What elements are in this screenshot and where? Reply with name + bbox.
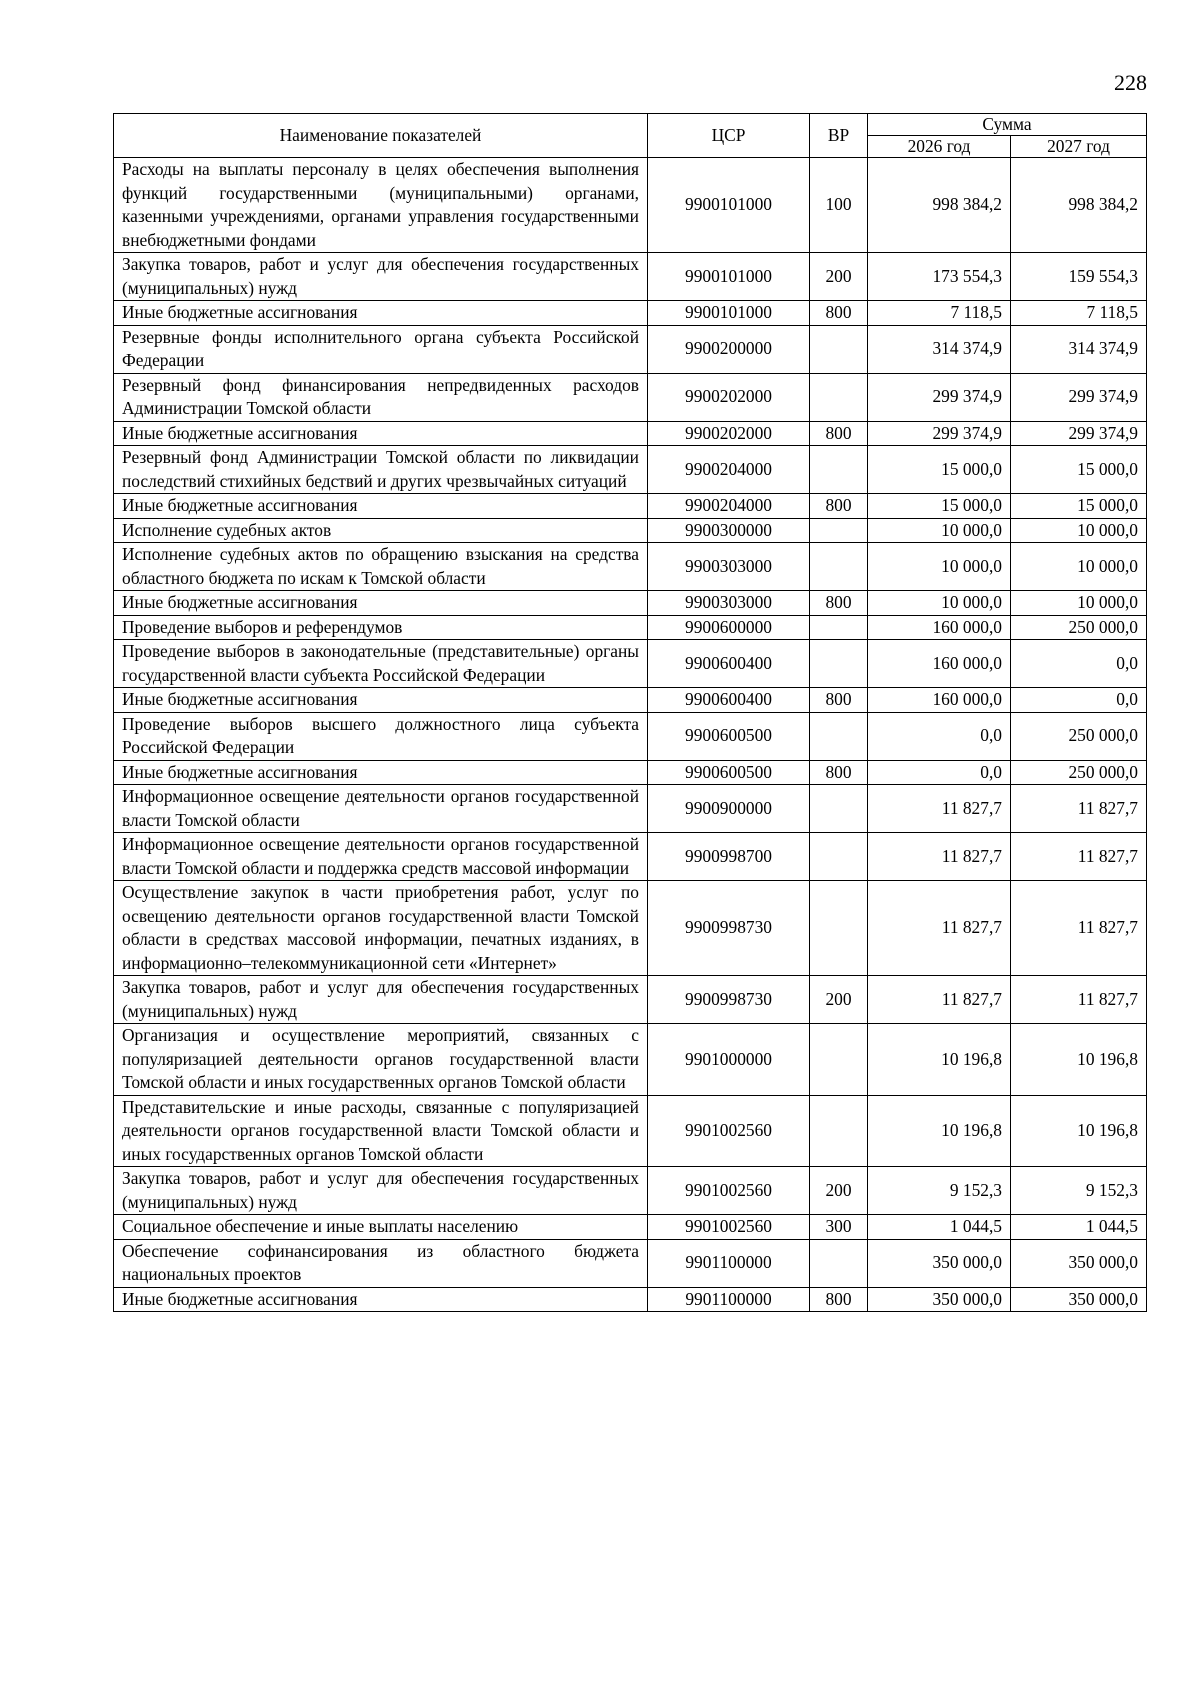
row-csr-cell: 9900998730	[648, 881, 810, 976]
row-amount-2026-cell: 9 152,3	[868, 1167, 1011, 1215]
row-name-cell: Представительские и иные расходы, связанные с популяризацией деятельности органов государственной власти Томской области и иных государственных органов Томской области	[114, 1095, 648, 1167]
table-row	[114, 494, 1147, 519]
table-row	[114, 591, 1147, 616]
row-amount-2026-cell: 299 374,9	[868, 373, 1011, 421]
row-vr-cell	[810, 881, 868, 976]
budget-table	[113, 113, 1147, 1312]
row-amount-2027-cell: 10 000,0	[1011, 543, 1147, 591]
table-body	[114, 158, 1147, 1312]
row-name-cell: Иные бюджетные ассигнования	[114, 494, 648, 519]
row-vr-cell	[810, 640, 868, 688]
row-csr-cell: 9900998700	[648, 833, 810, 881]
row-csr-cell: 9900900000	[648, 785, 810, 833]
table-row	[114, 325, 1147, 373]
table-row	[114, 301, 1147, 326]
row-csr-cell: 9900600500	[648, 760, 810, 785]
row-amount-2027-cell: 159 554,3	[1011, 253, 1147, 301]
row-amount-2027-cell: 350 000,0	[1011, 1287, 1147, 1312]
row-name-cell: Осуществление закупок в части приобретения работ, услуг по освещению деятельности органов государственной власти Томской области в средствах массовой информации, печатных изданиях, в информационно–телекоммуникационной сети «Интернет»	[114, 881, 648, 976]
row-vr-cell	[810, 325, 868, 373]
table-row	[114, 760, 1147, 785]
row-amount-2027-cell: 299 374,9	[1011, 373, 1147, 421]
header-sum: Сумма	[868, 114, 1147, 136]
row-name-cell: Информационное освещение деятельности органов государственной власти Томской области и поддержка средств массовой информации	[114, 833, 648, 881]
table-row	[114, 712, 1147, 760]
row-amount-2027-cell: 11 827,7	[1011, 881, 1147, 976]
row-amount-2026-cell: 10 000,0	[868, 543, 1011, 591]
row-name-cell: Резервный фонд Администрации Томской области по ликвидации последствий стихийных бедствий и других чрезвычайных ситуаций	[114, 446, 648, 494]
row-csr-cell: 9901100000	[648, 1287, 810, 1312]
table-row	[114, 543, 1147, 591]
row-amount-2027-cell: 250 000,0	[1011, 760, 1147, 785]
row-vr-cell	[810, 1024, 868, 1096]
row-csr-cell: 9901002560	[648, 1167, 810, 1215]
row-vr-cell: 800	[810, 591, 868, 616]
table-row	[114, 1287, 1147, 1312]
row-csr-cell: 9900998730	[648, 976, 810, 1024]
table-row	[114, 785, 1147, 833]
row-vr-cell	[810, 518, 868, 543]
row-amount-2026-cell: 160 000,0	[868, 615, 1011, 640]
row-amount-2027-cell: 314 374,9	[1011, 325, 1147, 373]
row-name-cell: Информационное освещение деятельности органов государственной власти Томской области	[114, 785, 648, 833]
row-amount-2026-cell: 173 554,3	[868, 253, 1011, 301]
page-number: 228	[1114, 70, 1147, 95]
row-name-cell: Организация и осуществление мероприятий, связанных с популяризацией деятельности органов государственной власти Томской области и иных государственных органов Томской области	[114, 1024, 648, 1096]
row-csr-cell: 9901002560	[648, 1095, 810, 1167]
row-vr-cell	[810, 615, 868, 640]
row-name-cell: Иные бюджетные ассигнования	[114, 760, 648, 785]
header-name: Наименование показателей	[114, 114, 648, 158]
row-vr-cell: 200	[810, 976, 868, 1024]
table-row	[114, 640, 1147, 688]
row-amount-2026-cell: 7 118,5	[868, 301, 1011, 326]
row-amount-2027-cell: 11 827,7	[1011, 785, 1147, 833]
header-vr: ВР	[810, 114, 868, 158]
row-name-cell: Исполнение судебных актов по обращению взыскания на средства областного бюджета по искам к Томской области	[114, 543, 648, 591]
row-amount-2026-cell: 11 827,7	[868, 785, 1011, 833]
row-name-cell: Иные бюджетные ассигнования	[114, 301, 648, 326]
row-amount-2027-cell: 15 000,0	[1011, 494, 1147, 519]
row-csr-cell: 9900202000	[648, 373, 810, 421]
row-name-cell: Проведение выборов в законодательные (представительные) органы государственной власти субъекта Российской Федерации	[114, 640, 648, 688]
row-amount-2026-cell: 11 827,7	[868, 976, 1011, 1024]
row-amount-2026-cell: 11 827,7	[868, 833, 1011, 881]
row-amount-2027-cell: 299 374,9	[1011, 421, 1147, 446]
row-name-cell: Социальное обеспечение и иные выплаты населению	[114, 1215, 648, 1240]
row-name-cell: Иные бюджетные ассигнования	[114, 1287, 648, 1312]
row-csr-cell: 9900202000	[648, 421, 810, 446]
row-csr-cell: 9900303000	[648, 543, 810, 591]
row-amount-2026-cell: 10 000,0	[868, 591, 1011, 616]
table-row	[114, 1239, 1147, 1287]
table-row	[114, 421, 1147, 446]
row-vr-cell: 800	[810, 301, 868, 326]
row-vr-cell: 200	[810, 253, 868, 301]
row-amount-2026-cell: 10 000,0	[868, 518, 1011, 543]
row-csr-cell: 9901000000	[648, 1024, 810, 1096]
row-vr-cell: 200	[810, 1167, 868, 1215]
row-csr-cell: 9901002560	[648, 1215, 810, 1240]
row-amount-2027-cell: 250 000,0	[1011, 615, 1147, 640]
row-amount-2026-cell: 350 000,0	[868, 1287, 1011, 1312]
row-amount-2026-cell: 15 000,0	[868, 446, 1011, 494]
row-amount-2026-cell: 11 827,7	[868, 881, 1011, 976]
row-amount-2027-cell: 11 827,7	[1011, 976, 1147, 1024]
row-amount-2027-cell: 998 384,2	[1011, 158, 1147, 253]
table-row	[114, 1024, 1147, 1096]
table-row	[114, 881, 1147, 976]
row-csr-cell: 9900300000	[648, 518, 810, 543]
row-amount-2026-cell: 160 000,0	[868, 640, 1011, 688]
row-vr-cell: 800	[810, 421, 868, 446]
row-vr-cell	[810, 446, 868, 494]
row-amount-2026-cell: 350 000,0	[868, 1239, 1011, 1287]
row-csr-cell: 9900200000	[648, 325, 810, 373]
row-amount-2027-cell: 15 000,0	[1011, 446, 1147, 494]
row-name-cell: Иные бюджетные ассигнования	[114, 591, 648, 616]
row-csr-cell: 9900600400	[648, 640, 810, 688]
row-amount-2027-cell: 7 118,5	[1011, 301, 1147, 326]
row-amount-2027-cell: 350 000,0	[1011, 1239, 1147, 1287]
header-csr: ЦСР	[648, 114, 810, 158]
row-amount-2026-cell: 160 000,0	[868, 688, 1011, 713]
row-name-cell: Исполнение судебных актов	[114, 518, 648, 543]
row-vr-cell	[810, 1095, 868, 1167]
table-row	[114, 688, 1147, 713]
row-name-cell: Иные бюджетные ассигнования	[114, 421, 648, 446]
row-name-cell: Закупка товаров, работ и услуг для обеспечения государственных (муниципальных) нужд	[114, 976, 648, 1024]
header-year-2027: 2027 год	[1011, 136, 1147, 158]
row-vr-cell	[810, 712, 868, 760]
row-vr-cell	[810, 373, 868, 421]
row-vr-cell	[810, 833, 868, 881]
row-amount-2026-cell: 0,0	[868, 712, 1011, 760]
row-name-cell: Закупка товаров, работ и услуг для обеспечения государственных (муниципальных) нужд	[114, 1167, 648, 1215]
row-csr-cell: 9900204000	[648, 494, 810, 519]
row-vr-cell: 800	[810, 1287, 868, 1312]
table-row	[114, 976, 1147, 1024]
row-csr-cell: 9900600400	[648, 688, 810, 713]
row-csr-cell: 9900101000	[648, 158, 810, 253]
row-name-cell: Расходы на выплаты персоналу в целях обеспечения выполнения функций государственными (муниципальными) органами, казенными учреждениями, органами управления государственными внебюджетными фондами	[114, 158, 648, 253]
row-vr-cell: 100	[810, 158, 868, 253]
row-vr-cell: 300	[810, 1215, 868, 1240]
row-amount-2026-cell: 10 196,8	[868, 1095, 1011, 1167]
row-amount-2026-cell: 15 000,0	[868, 494, 1011, 519]
row-name-cell: Резервные фонды исполнительного органа субъекта Российской Федерации	[114, 325, 648, 373]
table-row	[114, 615, 1147, 640]
row-name-cell: Иные бюджетные ассигнования	[114, 688, 648, 713]
row-name-cell: Резервный фонд финансирования непредвиденных расходов Администрации Томской области	[114, 373, 648, 421]
row-amount-2026-cell: 314 374,9	[868, 325, 1011, 373]
row-name-cell: Проведение выборов и референдумов	[114, 615, 648, 640]
header-year-2026: 2026 год	[868, 136, 1011, 158]
table-row	[114, 373, 1147, 421]
row-vr-cell	[810, 785, 868, 833]
row-amount-2027-cell: 11 827,7	[1011, 833, 1147, 881]
row-name-cell: Обеспечение софинансирования из областного бюджета национальных проектов	[114, 1239, 648, 1287]
table-row	[114, 833, 1147, 881]
row-amount-2027-cell: 10 000,0	[1011, 591, 1147, 616]
row-vr-cell: 800	[810, 760, 868, 785]
table-row	[114, 1167, 1147, 1215]
table-row	[114, 446, 1147, 494]
row-amount-2027-cell: 10 196,8	[1011, 1095, 1147, 1167]
table-row	[114, 1095, 1147, 1167]
row-amount-2027-cell: 250 000,0	[1011, 712, 1147, 760]
row-csr-cell: 9900303000	[648, 591, 810, 616]
table-row	[114, 1215, 1147, 1240]
row-csr-cell: 9900204000	[648, 446, 810, 494]
row-csr-cell: 9900600000	[648, 615, 810, 640]
row-amount-2026-cell: 10 196,8	[868, 1024, 1011, 1096]
row-amount-2026-cell: 1 044,5	[868, 1215, 1011, 1240]
row-amount-2027-cell: 0,0	[1011, 688, 1147, 713]
row-amount-2027-cell: 9 152,3	[1011, 1167, 1147, 1215]
row-csr-cell: 9900101000	[648, 253, 810, 301]
row-amount-2026-cell: 0,0	[868, 760, 1011, 785]
row-amount-2027-cell: 1 044,5	[1011, 1215, 1147, 1240]
table-row	[114, 518, 1147, 543]
row-amount-2027-cell: 0,0	[1011, 640, 1147, 688]
table-row	[114, 253, 1147, 301]
row-vr-cell: 800	[810, 688, 868, 713]
row-amount-2027-cell: 10 000,0	[1011, 518, 1147, 543]
row-amount-2026-cell: 998 384,2	[868, 158, 1011, 253]
row-name-cell: Закупка товаров, работ и услуг для обеспечения государственных (муниципальных) нужд	[114, 253, 648, 301]
row-name-cell: Проведение выборов высшего должностного лица субъекта Российской Федерации	[114, 712, 648, 760]
row-amount-2026-cell: 299 374,9	[868, 421, 1011, 446]
row-vr-cell	[810, 543, 868, 591]
table-row	[114, 158, 1147, 253]
row-amount-2027-cell: 10 196,8	[1011, 1024, 1147, 1096]
row-csr-cell: 9900101000	[648, 301, 810, 326]
row-csr-cell: 9901100000	[648, 1239, 810, 1287]
row-vr-cell	[810, 1239, 868, 1287]
row-csr-cell: 9900600500	[648, 712, 810, 760]
row-vr-cell: 800	[810, 494, 868, 519]
